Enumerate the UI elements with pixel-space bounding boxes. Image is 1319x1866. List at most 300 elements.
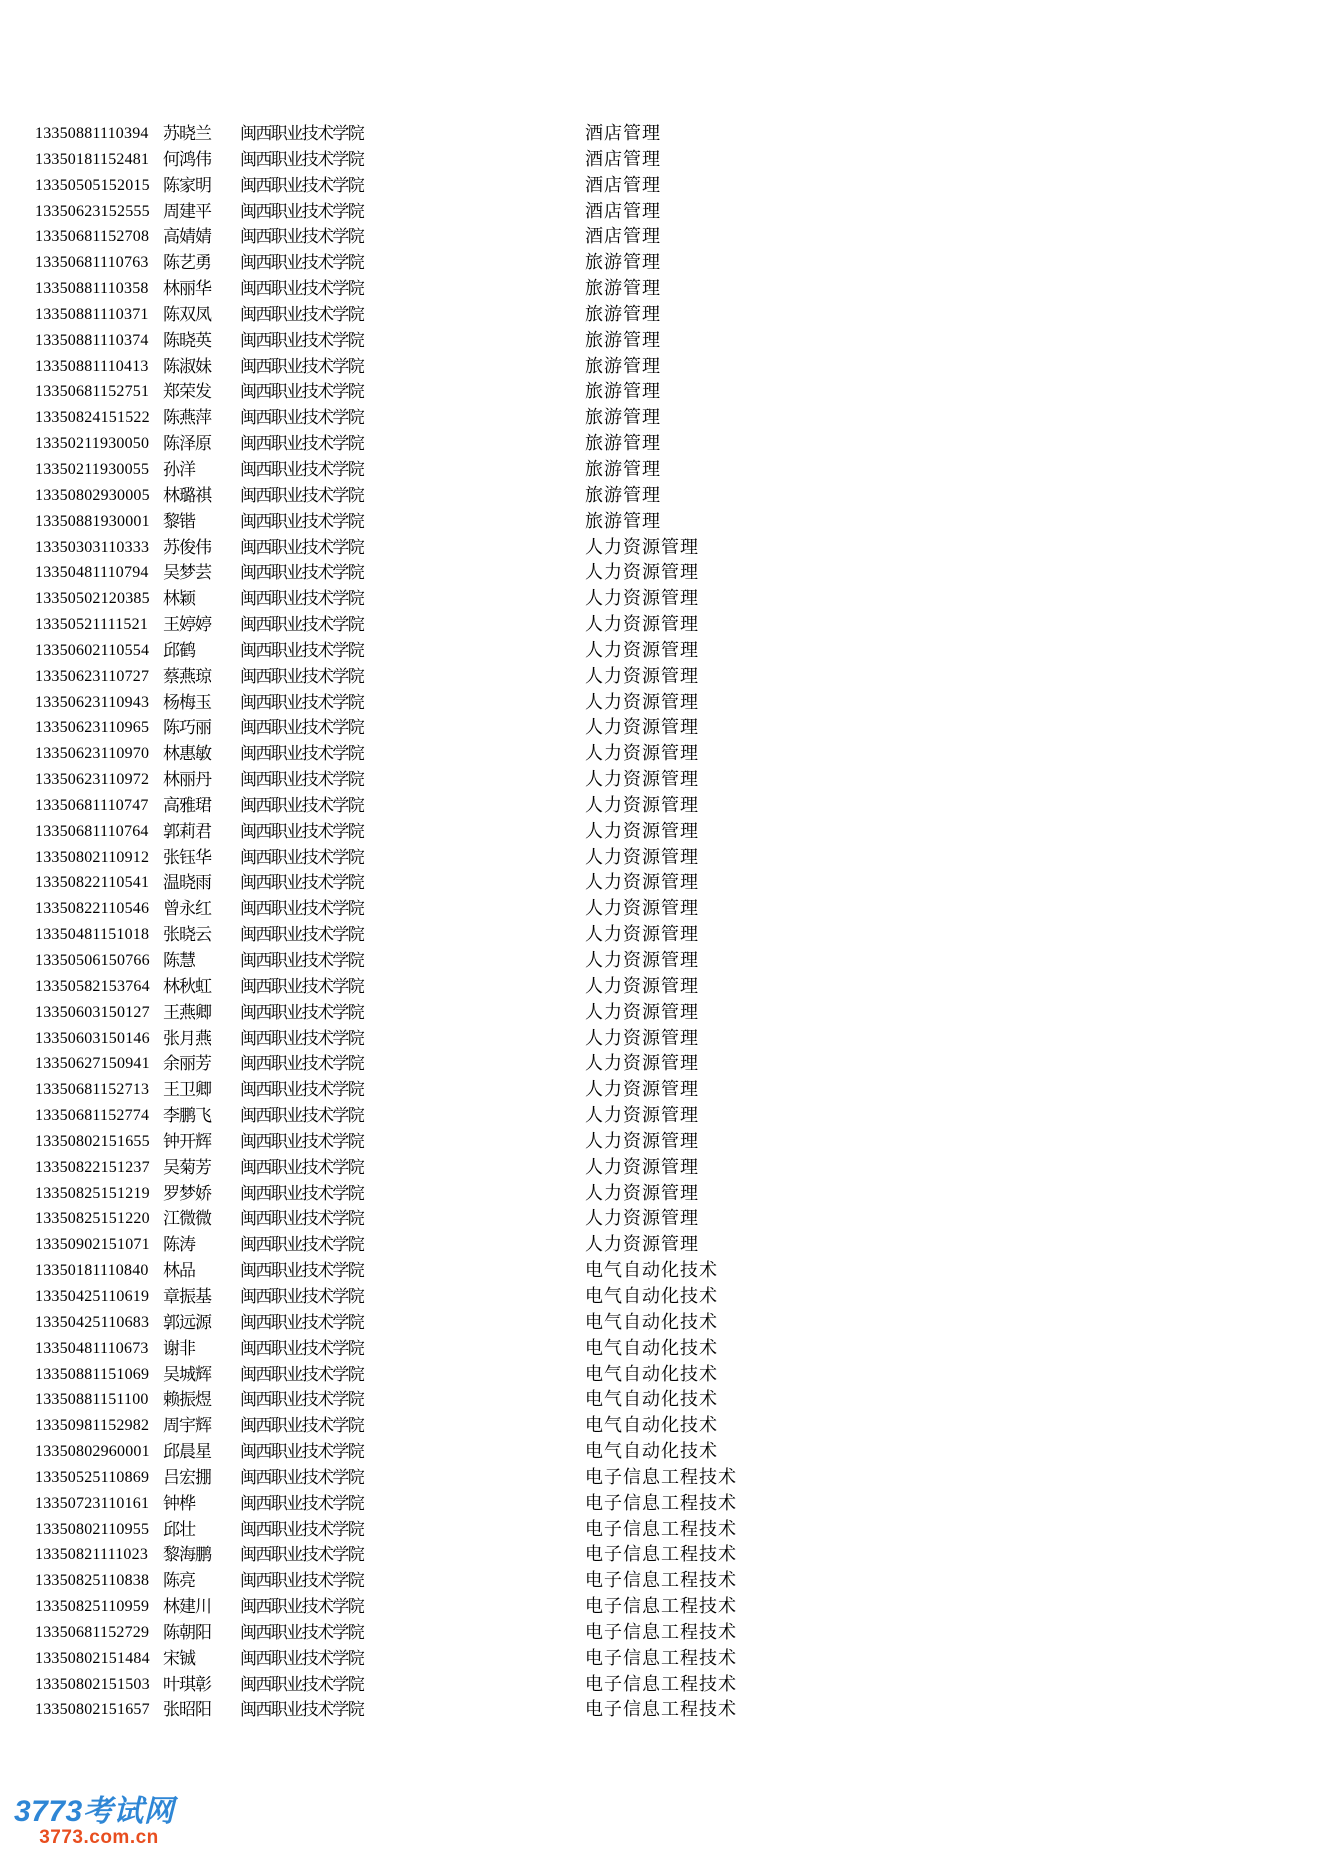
student-name: 余丽芳 xyxy=(163,1054,211,1074)
student-name: 陈燕萍 xyxy=(163,408,211,428)
college-name: 闽西职业技术学院 xyxy=(240,563,364,583)
major-name: 人力资源管理 xyxy=(585,794,699,815)
student-id: 13350824151522 xyxy=(35,409,150,427)
student-id: 13350802960001 xyxy=(35,1443,150,1461)
student-name: 林品 xyxy=(163,1261,195,1281)
college-name: 闽西职业技术学院 xyxy=(240,382,364,402)
major-name: 电子信息工程技术 xyxy=(585,1492,737,1513)
table-row xyxy=(0,793,1319,819)
table-row xyxy=(0,638,1319,664)
college-name: 闽西职业技术学院 xyxy=(240,485,364,505)
college-name: 闽西职业技术学院 xyxy=(240,1209,364,1229)
major-name: 人力资源管理 xyxy=(585,588,699,609)
table-row xyxy=(0,612,1319,638)
major-name: 旅游管理 xyxy=(585,381,661,402)
student-id: 13350681152713 xyxy=(35,1081,150,1099)
student-name: 林惠敏 xyxy=(163,744,211,764)
college-name: 闽西职业技术学院 xyxy=(240,821,364,841)
table-row xyxy=(0,250,1319,276)
college-name: 闽西职业技术学院 xyxy=(240,1080,364,1100)
student-id: 13350623152555 xyxy=(35,202,150,220)
student-name: 苏俊伟 xyxy=(163,537,211,557)
college-name: 闽西职业技术学院 xyxy=(240,589,364,609)
site-watermark xyxy=(14,1796,184,1848)
student-name: 苏晓兰 xyxy=(163,124,211,143)
college-name: 闽西职业技术学院 xyxy=(240,511,364,531)
major-name: 人力资源管理 xyxy=(585,562,699,583)
major-name: 旅游管理 xyxy=(585,355,661,376)
major-name: 电子信息工程技术 xyxy=(585,1699,737,1720)
student-name: 蔡燕琼 xyxy=(163,666,211,686)
table-row xyxy=(0,302,1319,328)
student-name: 陈晓英 xyxy=(163,330,211,350)
major-name: 电气自动化技术 xyxy=(585,1285,718,1306)
student-name: 陈淑妹 xyxy=(163,356,211,376)
college-name: 闽西职业技术学院 xyxy=(240,1545,364,1565)
student-name: 陈巧丽 xyxy=(163,718,211,738)
student-id: 13350603150146 xyxy=(35,1029,150,1047)
student-name: 林丽华 xyxy=(163,279,211,299)
table-row xyxy=(0,431,1319,457)
student-name: 黎海鹏 xyxy=(163,1545,211,1565)
table-row xyxy=(0,896,1319,922)
student-id: 13350825151220 xyxy=(35,1210,150,1228)
watermark-site-url: 3773.com.cn xyxy=(39,1827,159,1848)
college-name: 闽西职业技术学院 xyxy=(240,899,364,919)
student-name: 宋铖 xyxy=(163,1648,195,1668)
student-name: 吴城辉 xyxy=(163,1364,211,1384)
major-name: 人力资源管理 xyxy=(585,717,699,738)
student-name: 温晓雨 xyxy=(163,873,211,893)
table-row xyxy=(0,819,1319,845)
student-name: 张晓云 xyxy=(163,925,211,945)
table-row xyxy=(0,1672,1319,1698)
student-id: 13350181110840 xyxy=(35,1262,149,1280)
major-name: 人力资源管理 xyxy=(585,1182,699,1203)
major-name: 电气自动化技术 xyxy=(585,1441,718,1462)
student-name: 高雅珺 xyxy=(163,795,211,815)
college-name: 闽西职业技术学院 xyxy=(240,459,364,479)
student-id: 13350623110972 xyxy=(35,771,150,789)
college-name: 闽西职业技术学院 xyxy=(240,1002,364,1022)
table-row xyxy=(0,1103,1319,1129)
college-name: 闽西职业技术学院 xyxy=(240,434,364,454)
college-name: 闽西职业技术学院 xyxy=(240,1390,364,1410)
table-row xyxy=(0,586,1319,612)
college-name: 闽西职业技术学院 xyxy=(240,227,364,247)
major-name: 人力资源管理 xyxy=(585,924,699,945)
student-id: 13350425110619 xyxy=(35,1287,150,1305)
student-id: 13350822151237 xyxy=(35,1158,150,1176)
major-name: 人力资源管理 xyxy=(585,743,699,764)
student-name: 邱晨星 xyxy=(163,1442,211,1462)
student-name: 陈亮 xyxy=(163,1571,195,1591)
table-row xyxy=(0,1026,1319,1052)
college-name: 闽西职业技术学院 xyxy=(240,1622,364,1642)
student-name: 林颖 xyxy=(163,589,195,609)
college-name: 闽西职业技术学院 xyxy=(240,1467,364,1487)
major-name: 人力资源管理 xyxy=(585,665,699,686)
major-name: 电子信息工程技术 xyxy=(585,1466,737,1487)
table-row xyxy=(0,1051,1319,1077)
student-id: 13350681110747 xyxy=(35,796,149,814)
student-name: 钟桦 xyxy=(163,1493,195,1513)
college-name: 闽西职业技术学院 xyxy=(240,1597,364,1617)
table-row xyxy=(0,379,1319,405)
student-id: 13350881110394 xyxy=(35,125,149,142)
college-name: 闽西职业技术学院 xyxy=(240,124,364,143)
table-row xyxy=(0,1620,1319,1646)
student-name: 邱鹤 xyxy=(163,640,195,660)
college-name: 闽西职业技术学院 xyxy=(240,149,364,169)
student-name: 谢非 xyxy=(163,1338,195,1358)
major-name: 旅游管理 xyxy=(585,510,661,531)
student-id: 13350881151100 xyxy=(35,1391,149,1409)
major-name: 电气自动化技术 xyxy=(585,1311,718,1332)
table-row xyxy=(0,1542,1319,1568)
major-name: 人力资源管理 xyxy=(585,1234,699,1255)
college-name: 闽西职业技术学院 xyxy=(240,795,364,815)
major-name: 人力资源管理 xyxy=(585,898,699,919)
major-name: 酒店管理 xyxy=(585,200,661,221)
major-name: 旅游管理 xyxy=(585,433,661,454)
student-name: 王婷婷 xyxy=(163,615,211,635)
table-row xyxy=(0,173,1319,199)
college-name: 闽西职业技术学院 xyxy=(240,1183,364,1203)
college-name: 闽西职业技术学院 xyxy=(240,253,364,273)
student-id: 13350681152729 xyxy=(35,1623,150,1641)
student-name: 林秋虹 xyxy=(163,976,211,996)
college-name: 闽西职业技术学院 xyxy=(240,1338,364,1358)
table-row xyxy=(0,1568,1319,1594)
table-row xyxy=(0,1697,1319,1723)
table-row xyxy=(0,328,1319,354)
table-row xyxy=(0,767,1319,793)
table-row xyxy=(0,199,1319,225)
student-id: 13350681110764 xyxy=(35,822,149,840)
major-name: 人力资源管理 xyxy=(585,1156,699,1177)
student-id: 13350603150127 xyxy=(35,1003,150,1021)
college-name: 闽西职业技术学院 xyxy=(240,925,364,945)
student-id: 13350881110374 xyxy=(35,331,149,349)
student-id: 13350505152015 xyxy=(35,176,150,194)
college-name: 闽西职业技术学院 xyxy=(240,1674,364,1694)
student-name: 罗梦娇 xyxy=(163,1183,211,1203)
table-row xyxy=(0,1362,1319,1388)
college-name: 闽西职业技术学院 xyxy=(240,356,364,376)
college-name: 闽西职业技术学院 xyxy=(240,692,364,712)
major-name: 人力资源管理 xyxy=(585,872,699,893)
student-name: 孙洋 xyxy=(163,459,195,479)
student-id: 13350623110727 xyxy=(35,667,150,685)
student-id: 13350825110838 xyxy=(35,1572,150,1590)
student-name: 何鸿伟 xyxy=(163,149,211,169)
major-name: 电子信息工程技术 xyxy=(585,1596,737,1617)
student-name: 吕宏掤 xyxy=(163,1467,211,1487)
student-id: 13350681110763 xyxy=(35,254,149,272)
major-name: 电子信息工程技术 xyxy=(585,1570,737,1591)
student-id: 13350802151655 xyxy=(35,1132,150,1150)
student-id: 13350623110970 xyxy=(35,745,150,763)
student-id: 13350481151018 xyxy=(35,926,150,944)
student-id: 13350821111023 xyxy=(35,1546,149,1564)
table-row xyxy=(0,845,1319,871)
table-row xyxy=(0,1413,1319,1439)
student-name: 周建平 xyxy=(163,201,211,221)
student-name: 吴梦芸 xyxy=(163,563,211,583)
student-name: 江微微 xyxy=(163,1209,211,1229)
major-name: 电气自动化技术 xyxy=(585,1415,718,1436)
student-id: 13350825110959 xyxy=(35,1598,150,1616)
college-name: 闽西职业技术学院 xyxy=(240,279,364,299)
college-name: 闽西职业技术学院 xyxy=(240,1131,364,1151)
major-name: 旅游管理 xyxy=(585,484,661,505)
student-name: 郑荣发 xyxy=(163,382,211,402)
table-row xyxy=(0,741,1319,767)
table-row xyxy=(0,1310,1319,1336)
student-id: 13350681152751 xyxy=(35,383,150,401)
student-name: 黎锴 xyxy=(163,511,195,531)
major-name: 人力资源管理 xyxy=(585,1001,699,1022)
student-name: 王卫卿 xyxy=(163,1080,211,1100)
student-id: 13350802110912 xyxy=(35,848,150,866)
major-name: 酒店管理 xyxy=(585,174,661,195)
student-name: 杨梅玉 xyxy=(163,692,211,712)
table-row xyxy=(0,1077,1319,1103)
major-name: 人力资源管理 xyxy=(585,820,699,841)
college-name: 闽西职业技术学院 xyxy=(240,1286,364,1306)
student-name: 郭远源 xyxy=(163,1312,211,1332)
student-id: 13350881151069 xyxy=(35,1365,150,1383)
table-row xyxy=(0,224,1319,250)
student-name: 林建川 xyxy=(163,1597,211,1617)
major-name: 旅游管理 xyxy=(585,252,661,273)
major-name: 电子信息工程技术 xyxy=(585,1518,737,1539)
college-name: 闽西职业技术学院 xyxy=(240,1519,364,1539)
college-name: 闽西职业技术学院 xyxy=(240,201,364,221)
student-id: 13350623110965 xyxy=(35,719,150,737)
student-name: 钟开辉 xyxy=(163,1131,211,1151)
major-name: 人力资源管理 xyxy=(585,614,699,635)
college-name: 闽西职业技术学院 xyxy=(240,1364,364,1384)
table-row xyxy=(0,1491,1319,1517)
table-row xyxy=(0,1336,1319,1362)
student-name: 张月燕 xyxy=(163,1028,211,1048)
student-name: 吴菊芳 xyxy=(163,1157,211,1177)
table-row xyxy=(0,690,1319,716)
table-row xyxy=(0,457,1319,483)
table-row xyxy=(0,276,1319,302)
major-name: 人力资源管理 xyxy=(585,536,699,557)
major-name: 电气自动化技术 xyxy=(585,1337,718,1358)
table-row xyxy=(0,1232,1319,1258)
college-name: 闽西职业技术学院 xyxy=(240,1416,364,1436)
student-id: 13350506150766 xyxy=(35,952,150,969)
student-id: 13350681152708 xyxy=(35,228,150,246)
student-id: 13350582153764 xyxy=(35,977,150,995)
student-id: 13350723110161 xyxy=(35,1494,150,1512)
college-name: 闽西职业技术学院 xyxy=(240,1442,364,1462)
major-name: 人力资源管理 xyxy=(585,846,699,867)
table-row xyxy=(0,1284,1319,1310)
major-name: 酒店管理 xyxy=(585,226,661,247)
student-id: 13350681152774 xyxy=(35,1107,150,1125)
student-name: 郭莉君 xyxy=(163,821,211,841)
student-name: 张昭阳 xyxy=(163,1700,211,1720)
major-name: 电子信息工程技术 xyxy=(585,1673,737,1694)
student-id: 13350211930055 xyxy=(35,460,150,478)
college-name: 闽西职业技术学院 xyxy=(240,1571,364,1591)
college-name: 闽西职业技术学院 xyxy=(240,175,364,195)
major-name: 旅游管理 xyxy=(585,407,661,428)
major-name: 人力资源管理 xyxy=(585,975,699,996)
major-name: 人力资源管理 xyxy=(585,1079,699,1100)
student-id: 13350825151219 xyxy=(35,1184,150,1202)
table-row xyxy=(0,483,1319,509)
major-name: 电气自动化技术 xyxy=(585,1363,718,1384)
major-name: 人力资源管理 xyxy=(585,769,699,790)
college-name: 闽西职业技术学院 xyxy=(240,847,364,867)
table-row xyxy=(0,147,1319,173)
table-row xyxy=(0,1206,1319,1232)
student-id: 13350802151503 xyxy=(35,1675,150,1693)
student-id: 13350623110943 xyxy=(35,693,150,711)
college-name: 闽西职业技术学院 xyxy=(240,1106,364,1126)
table-row xyxy=(0,1258,1319,1284)
student-name: 李鹏飞 xyxy=(163,1106,211,1126)
table-row xyxy=(0,535,1319,561)
college-name: 闽西职业技术学院 xyxy=(240,1312,364,1332)
college-name: 闽西职业技术学院 xyxy=(240,330,364,350)
major-name: 电子信息工程技术 xyxy=(585,1647,737,1668)
student-name: 赖振煜 xyxy=(163,1390,211,1410)
student-name: 邱壮 xyxy=(163,1519,195,1539)
student-id: 13350525110869 xyxy=(35,1468,150,1486)
major-name: 电子信息工程技术 xyxy=(585,1544,737,1565)
college-name: 闽西职业技术学院 xyxy=(240,1235,364,1255)
table-row xyxy=(0,1181,1319,1207)
major-name: 人力资源管理 xyxy=(585,1053,699,1074)
table-row xyxy=(0,405,1319,431)
major-name: 旅游管理 xyxy=(585,458,661,479)
student-id: 13350303110333 xyxy=(35,538,150,556)
table-row xyxy=(0,560,1319,586)
student-name: 章振基 xyxy=(163,1286,211,1306)
table-row xyxy=(0,1465,1319,1491)
student-list-table xyxy=(0,121,1319,1723)
student-name: 叶琪彰 xyxy=(163,1674,211,1694)
student-name: 林璐祺 xyxy=(163,485,211,505)
student-id: 13350481110794 xyxy=(35,564,149,582)
college-name: 闽西职业技术学院 xyxy=(240,1648,364,1668)
major-name: 电子信息工程技术 xyxy=(585,1621,737,1642)
student-name: 周宇辉 xyxy=(163,1416,211,1436)
college-name: 闽西职业技术学院 xyxy=(240,1054,364,1074)
table-row xyxy=(0,1155,1319,1181)
major-name: 人力资源管理 xyxy=(585,1130,699,1151)
student-id: 13350802930005 xyxy=(35,486,150,504)
student-name: 陈朝阳 xyxy=(163,1622,211,1642)
watermark-site-name: 3773考试网 xyxy=(14,1795,175,1828)
major-name: 人力资源管理 xyxy=(585,1208,699,1229)
college-name: 闽西职业技术学院 xyxy=(240,976,364,996)
major-name: 人力资源管理 xyxy=(585,639,699,660)
major-name: 酒店管理 xyxy=(585,148,661,169)
student-name: 陈涛 xyxy=(163,1235,195,1255)
student-id: 13350881110371 xyxy=(35,305,149,323)
table-row xyxy=(0,1517,1319,1543)
major-name: 旅游管理 xyxy=(585,303,661,324)
college-name: 闽西职业技术学院 xyxy=(240,304,364,324)
student-id: 13350602110554 xyxy=(35,641,150,659)
student-id: 13350902151071 xyxy=(35,1236,150,1254)
college-name: 闽西职业技术学院 xyxy=(240,640,364,660)
college-name: 闽西职业技术学院 xyxy=(240,1700,364,1720)
major-name: 旅游管理 xyxy=(585,329,661,350)
table-row xyxy=(0,948,1319,974)
student-id: 13350981152982 xyxy=(35,1417,150,1435)
college-name: 闽西职业技术学院 xyxy=(240,770,364,790)
student-id: 13350181152481 xyxy=(35,150,150,168)
student-id: 13350802110955 xyxy=(35,1520,150,1538)
student-name: 陈双凤 xyxy=(163,304,211,324)
student-name: 林丽丹 xyxy=(163,770,211,790)
college-name: 闽西职业技术学院 xyxy=(240,718,364,738)
table-row xyxy=(0,1000,1319,1026)
table-row xyxy=(0,509,1319,535)
table-row xyxy=(0,664,1319,690)
student-id: 13350425110683 xyxy=(35,1313,150,1331)
college-name: 闽西职业技术学院 xyxy=(240,1261,364,1281)
student-name: 陈家明 xyxy=(163,175,211,195)
college-name: 闽西职业技术学院 xyxy=(240,666,364,686)
student-name: 曾永红 xyxy=(163,899,211,919)
table-row xyxy=(0,974,1319,1000)
major-name: 电气自动化技术 xyxy=(585,1389,718,1410)
student-id: 13350211930050 xyxy=(35,435,150,453)
college-name: 闽西职业技术学院 xyxy=(240,873,364,893)
major-name: 旅游管理 xyxy=(585,278,661,299)
student-name: 王燕卿 xyxy=(163,1002,211,1022)
college-name: 闽西职业技术学院 xyxy=(240,537,364,557)
student-id: 13350802151484 xyxy=(35,1649,150,1667)
college-name: 闽西职业技术学院 xyxy=(240,744,364,764)
table-row xyxy=(0,715,1319,741)
major-name: 电气自动化技术 xyxy=(585,1260,718,1281)
table-row xyxy=(0,870,1319,896)
college-name: 闽西职业技术学院 xyxy=(240,1493,364,1513)
major-name: 酒店管理 xyxy=(585,123,661,143)
student-id: 13350881110358 xyxy=(35,280,149,298)
student-id: 13350502120385 xyxy=(35,590,150,608)
table-row xyxy=(0,1129,1319,1155)
student-id: 13350881930001 xyxy=(35,512,150,530)
major-name: 人力资源管理 xyxy=(585,1105,699,1126)
student-id: 13350881110413 xyxy=(35,357,149,375)
student-name: 张钰华 xyxy=(163,847,211,867)
student-name: 陈艺勇 xyxy=(163,253,211,273)
college-name: 闽西职业技术学院 xyxy=(240,1028,364,1048)
student-id: 13350481110673 xyxy=(35,1339,149,1357)
college-name: 闽西职业技术学院 xyxy=(240,615,364,635)
student-id: 13350822110546 xyxy=(35,900,150,918)
major-name: 人力资源管理 xyxy=(585,1027,699,1048)
college-name: 闽西职业技术学院 xyxy=(240,408,364,428)
student-name: 高婧婧 xyxy=(163,227,211,247)
table-row xyxy=(0,1646,1319,1672)
student-id: 13350521111521 xyxy=(35,616,149,634)
table-row xyxy=(0,354,1319,380)
